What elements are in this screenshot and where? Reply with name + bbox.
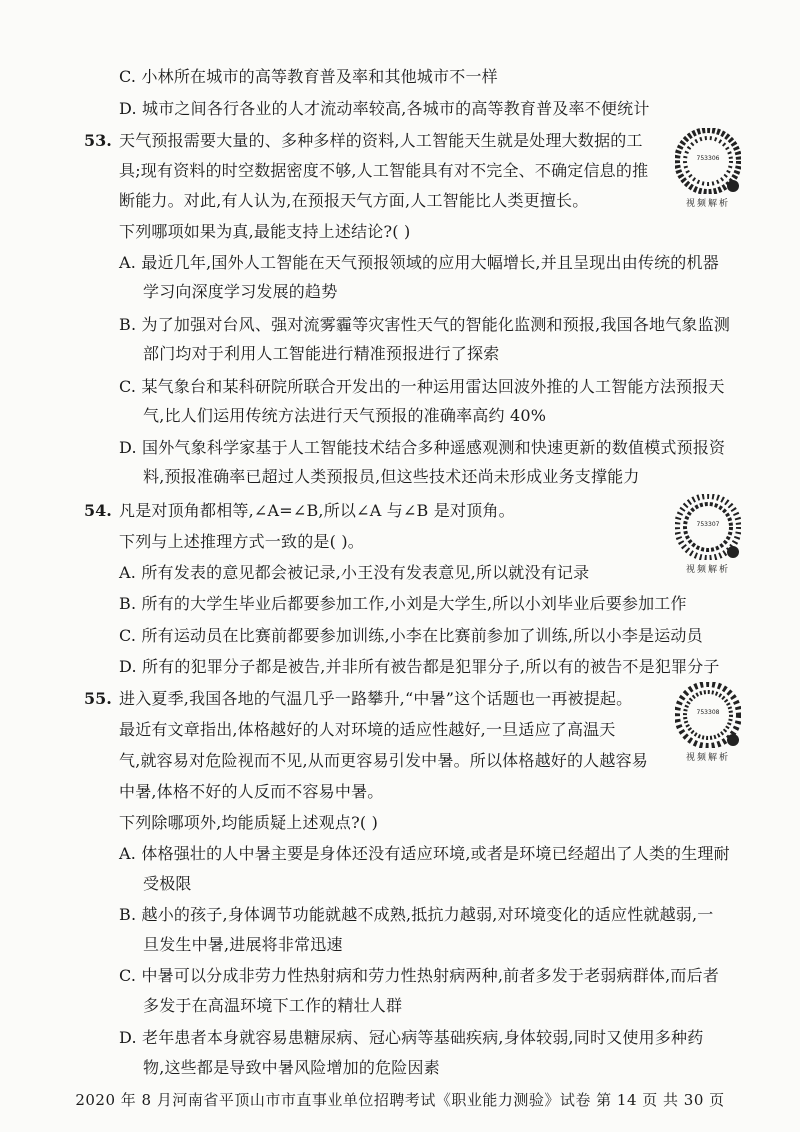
q55-stem-line-4: 中暑,体格不好的人反而不容易中暑。 bbox=[119, 782, 384, 801]
q55-option-a-line-1: A. 体格强壮的人中暑主要是身体还没有适应环境,或者是环境已经超出了人类的生理耐 bbox=[119, 844, 730, 863]
q55-option-b-line-1: B. 越小的孩子,身体调节功能就越不成熟,抵抗力越弱,对环境变化的适应性就越弱,一 bbox=[119, 905, 714, 924]
q54-option-d: D. 所有的犯罪分子都是被告,并非所有被告都是犯罪分子,所以有的被告不是犯罪分子 bbox=[119, 657, 720, 676]
q55-video-caption: 视频解析 bbox=[685, 753, 730, 763]
q55-option-d-line-2: 物,这些都是导致中暑风险增加的危险因素 bbox=[143, 1058, 440, 1077]
q55-option-c-line-2: 多发于在高温环境下工作的精壮人群 bbox=[143, 996, 403, 1015]
q53-stem-line-3: 断能力。对此,有人认为,在预报天气方面,人工智能比人类更擅长。 bbox=[119, 191, 589, 210]
q53-stem-line-2: 具;现有资料的时空数据密度不够,人工智能具有对不完全、不确定信息的推 bbox=[119, 161, 649, 180]
q53-stem-line-1: 天气预报需要大量的、多种多样的资料,人工智能天生就是处理大数据的工 bbox=[119, 131, 643, 150]
q54-video-caption: 视频解析 bbox=[685, 565, 730, 575]
q55-option-a-line-2: 受极限 bbox=[143, 874, 192, 893]
q54-option-b: B. 所有的大学生毕业后都要参加工作,小刘是大学生,所以小刘毕业后要参加工作 bbox=[119, 594, 687, 613]
q53-option-b-line-1: B. 为了加强对台风、强对流雾霾等灾害性天气的智能化监测和预报,我国各地气象监测 bbox=[119, 315, 731, 334]
q53-option-d-line-2: 料,预报准确率已超过人类预报员,但这些技术还尚未形成业务支撑能力 bbox=[143, 467, 640, 486]
prev-option-c: C. 小林所在城市的高等教育普及率和其他城市不一样 bbox=[119, 67, 498, 86]
q55-stem-line-1: 进入夏季,我国各地的气温几乎一路攀升,“中暑”这个话题也一再被提起。 bbox=[119, 689, 633, 708]
q55-option-b-line-2: 旦发生中暑,进展将非常迅速 bbox=[143, 935, 343, 954]
q53-qr-code-number: 753306 bbox=[696, 155, 720, 162]
q53-option-c-line-1: C. 某气象台和某科研院所联合开发出的一种运用雷达回波外推的人工智能方法预报天 bbox=[119, 377, 725, 396]
q55-stem-line-3: 气,就容易对危险视而不见,从而更容易引发中暑。所以体格越好的人越容易 bbox=[119, 751, 648, 770]
q55-option-c-line-1: C. 中暑可以分成非劳力性热射病和劳力性热射病两种,前者多发于老弱病群体,而后者 bbox=[119, 966, 720, 985]
q55-qr-code-number: 753308 bbox=[696, 709, 720, 716]
q55-stem-line-2: 最近有文章指出,体格越好的人对环境的适应性越好,一旦适应了高温天 bbox=[119, 720, 616, 739]
q53-option-b-line-2: 部门均对于利用人工智能进行精准预报进行了探索 bbox=[143, 344, 500, 363]
q53-option-a-line-2: 学习向深度学习发展的趋势 bbox=[143, 282, 338, 301]
page-footer: 2020 年 8 月河南省平顶山市市直事业单位招聘考试《职业能力测验》试卷 第 14 页 共 30 页 bbox=[75, 1091, 725, 1109]
q53-question: 下列哪项如果为真,最能支持上述结论?( ) bbox=[119, 222, 411, 241]
q53-option-d-line-1: D. 国外气象科学家基于人工智能技术结合多种遥感观测和快速更新的数值模式预报资 bbox=[119, 438, 726, 457]
q54-question: 下列与上述推理方式一致的是( )。 bbox=[119, 532, 364, 551]
q53-video-qr[interactable] bbox=[662, 128, 754, 209]
q54-option-c: C. 所有运动员在比赛前都要参加训练,小李在比赛前参加了训练,所以小李是运动员 bbox=[119, 626, 703, 645]
q55-video-qr[interactable] bbox=[662, 682, 754, 763]
q54-number: 54. bbox=[84, 501, 112, 520]
q54-video-qr[interactable] bbox=[662, 494, 754, 575]
q55-number: 55. bbox=[84, 689, 112, 708]
q53-video-caption: 视频解析 bbox=[685, 199, 730, 209]
q54-option-a: A. 所有发表的意见都会被记录,小王没有发表意见,所以就没有记录 bbox=[119, 563, 590, 582]
q53-option-a-line-1: A. 最近几年,国外人工智能在天气预报领域的应用大幅增长,并且呈现出由传统的机器 bbox=[119, 253, 719, 272]
q54-stem: 凡是对顶角都相等,∠A=∠B,所以∠A 与∠B 是对顶角。 bbox=[119, 501, 515, 520]
q53-number: 53. bbox=[84, 131, 112, 150]
q53-option-c-line-2: 气,比人们运用传统方法进行天气预报的准确率高约 40% bbox=[143, 406, 547, 425]
q55-option-d-line-1: D. 老年患者本身就容易患糖尿病、冠心病等基础疾病,身体较弱,同时又使用多种药 bbox=[119, 1028, 704, 1047]
q54-qr-code-number: 753307 bbox=[696, 521, 720, 528]
prev-option-d: D. 城市之间各行各业的人才流动率较高,各城市的高等教育普及率不便统计 bbox=[119, 99, 650, 118]
q55-question: 下列除哪项外,均能质疑上述观点?( ) bbox=[119, 813, 379, 832]
